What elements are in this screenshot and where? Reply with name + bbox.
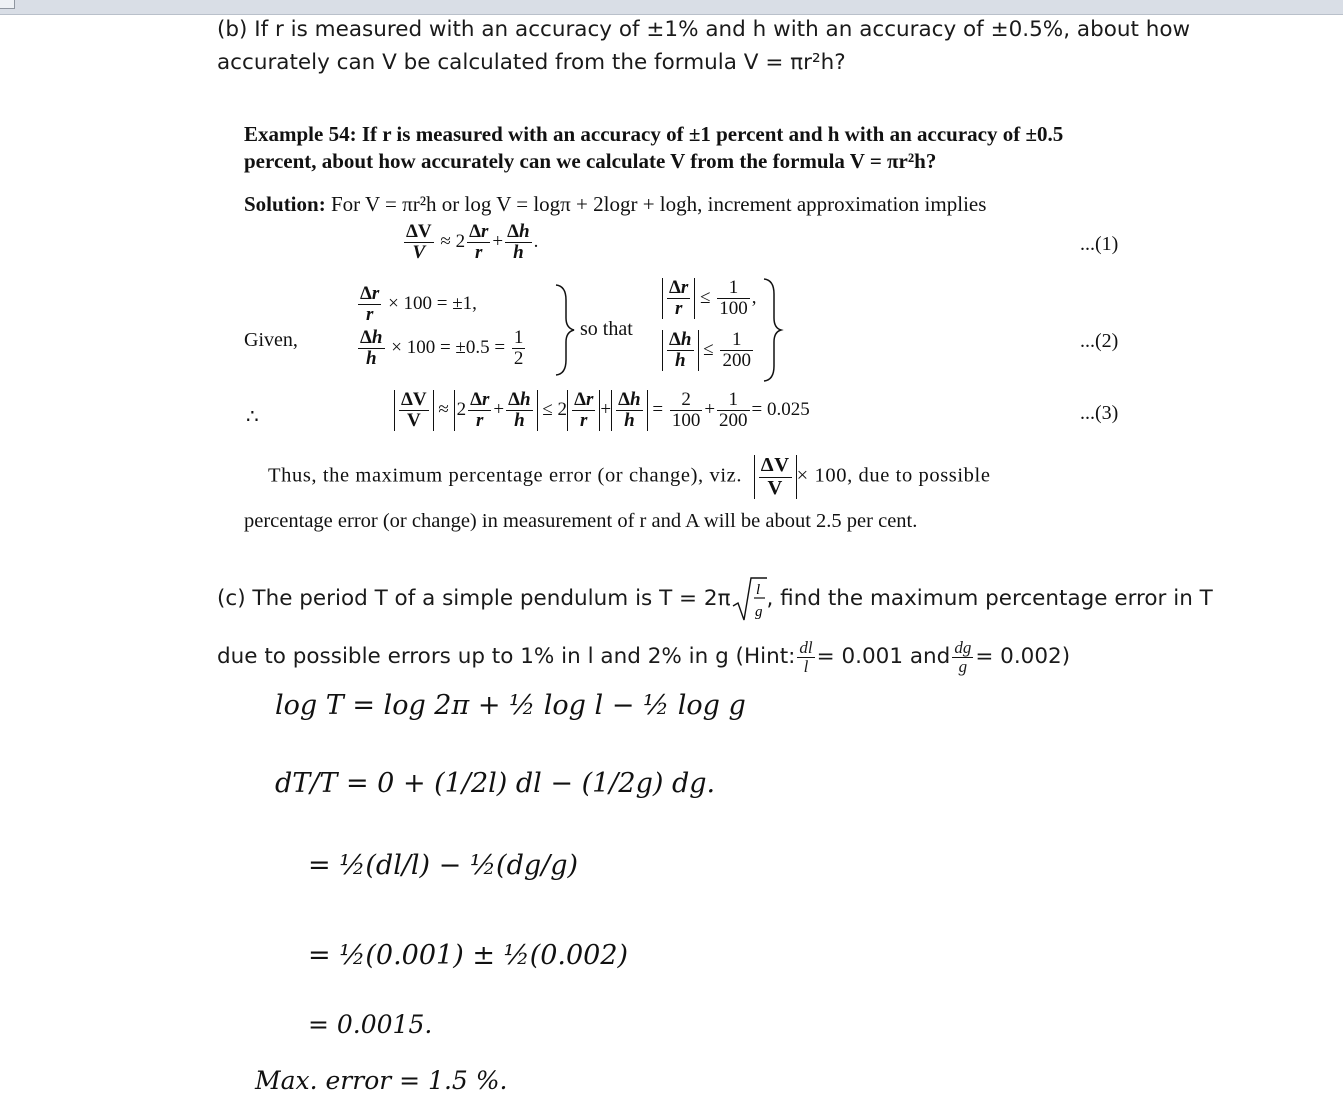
hint1-value: = 0.001 and [816, 644, 951, 669]
part-b-line1: (b) If r is measured with an accuracy of ±1% and h with an accuracy of ±0.5%, about how [217, 17, 1191, 42]
part-c-line1 [217, 575, 1213, 623]
solution-label: Solution: [244, 192, 326, 216]
solution-text: For V = πr²h or log V = logπ + 2logr + logh, increment approximation implies [330, 192, 987, 216]
handwritten-line2: dT/T = 0 + (1/2l) dl − (1/2g) dg. [275, 768, 716, 799]
part-c-pre: (c) The period T of a simple pendulum is T = 2π [217, 586, 731, 611]
conclusion-line2: percentage error (or change) in measurement of r and A will be about 2.5 per cent. [244, 510, 918, 532]
bound-eq-a: $\frac{\Delta r}{r}$ ≤ $\frac{1}{100}$ , [662, 278, 757, 319]
corner-mark [0, 0, 15, 9]
equation-1: $\frac{\Delta V}{V}$ ≈ 2 $\frac{\Delta r}{r}$ + $\frac{\Delta h}{h}$ . [406, 221, 539, 263]
so-that-label: so that [580, 318, 633, 340]
handwritten-line6: Max. error = 1.5 %. [255, 1066, 508, 1095]
window-top-bar [0, 0, 1343, 15]
example-label: Example 54: [244, 122, 357, 146]
eq3-label: ...(3) [1080, 402, 1119, 424]
given-label: Given, [244, 329, 298, 351]
therefore-symbol: ∴ [246, 406, 259, 428]
equation-3: $\frac{\Delta V}{V}$ ≈ 2 $\frac{\Delta r}{r}$ + $\frac{\Delta h}{h}$ ≤ 2 $\frac{\Delta r}{r}$ + $\frac{\Delta h}{h}$ = $\frac{2}{100}$ + $\frac{1}{200}$ = 0.025 [394, 390, 810, 431]
conclusion-pre: Thus, the maximum percentage error (or change), viz. [268, 464, 743, 487]
bound-eq-b: $\frac{\Delta h}{h}$ ≤ $\frac{1}{200}$ [662, 330, 755, 371]
eq2-label: ...(2) [1080, 330, 1119, 352]
example-question-text1: If r is measured with an accuracy of ±1 percent and h with an accuracy of ±0.5 [361, 122, 1064, 146]
sqrt-symbol [731, 576, 767, 622]
handwritten-line3: = ½(dl/l) − ½(dg/g) [308, 850, 579, 881]
given-eq-b: $\frac{\Delta h}{h}$ × 100 = ±0.5 = $\frac{1}{2}$ [360, 327, 524, 369]
handwritten-line4: = ½(0.001) ± ½(0.002) [308, 940, 629, 971]
conclusion-post: × 100, due to possible [796, 464, 991, 487]
given-eq-a: $\frac{\Delta r}{r}$ × 100 = ±1, [360, 283, 477, 325]
example-question-line1 [244, 122, 1063, 147]
part-c-line2: due to possible errors up to 1% in l and 2% in g (Hint: $\frac{dl}{l}$ = 0.001 and $\frac{dg}{g}$ = 0.002) [217, 637, 1071, 676]
svg-text:g: g [754, 604, 763, 620]
part-b-line2: accurately can V be calculated from the formula V = πr²h? [217, 50, 846, 75]
example-question-line2: percent, about how accurately can we calculate V from the formula V = πr²h? [244, 149, 937, 173]
part-c-post: , find the maximum percentage error in T [766, 586, 1213, 611]
handwritten-line1: log T = log 2π + ½ log l − ½ log g [275, 690, 746, 721]
hint2-value: = 0.002) [975, 644, 1071, 669]
handwritten-line5: = 0.0015. [308, 1010, 433, 1039]
conclusion-line1: Thus, the maximum percentage error (or change), viz. $\frac{\Delta V}{V}$ × 100, due to possible [268, 454, 991, 499]
eq1-label: ...(1) [1080, 233, 1119, 255]
svg-text:l: l [755, 582, 760, 598]
eq3-result: = 0.025 [751, 398, 810, 420]
solution-line [244, 192, 986, 217]
part-c-line2-pre: due to possible errors up to 1% in l and 2% in g (Hint: [217, 644, 796, 669]
